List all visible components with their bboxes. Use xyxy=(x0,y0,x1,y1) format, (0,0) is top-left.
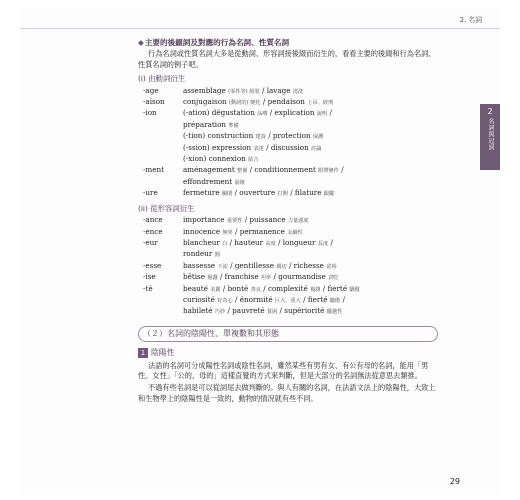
suffix-row xyxy=(138,165,438,176)
suffix-row xyxy=(138,108,438,119)
suffix-row xyxy=(138,284,438,295)
suffix-examples: bêtise 愚蠢 / franchise 坦率 / gourmandise 貪吃 xyxy=(183,272,339,282)
suffix-label xyxy=(138,295,183,306)
suffix-label: -age xyxy=(143,85,159,95)
suffix-examples: innocence 無辜 / permanence 永續性 xyxy=(183,226,303,236)
suffix-label: -aison xyxy=(143,97,165,107)
suffix-examples: assemblage (零件等) 組裝 / lavage 清洗 xyxy=(183,85,304,95)
suffix-examples: préparation 準備 xyxy=(183,119,239,129)
suffix-row xyxy=(138,131,438,142)
suffix-label: -esse xyxy=(143,260,162,270)
suffix-examples: (-tion) construction 建設 / protection 保護 xyxy=(183,131,324,141)
chapter-header: 2. 名詞 xyxy=(459,16,482,24)
suffix-row xyxy=(138,261,438,272)
suffix-row xyxy=(138,227,438,238)
suffix-label: -eur xyxy=(143,237,158,247)
section-2-heading: （２）名詞的陰陽性、單複數和其形態 xyxy=(138,326,438,342)
subsection-title: 陰陽性 xyxy=(151,348,175,358)
suffix-label xyxy=(138,143,183,154)
suffix-row xyxy=(138,120,438,131)
suffix-examples: importance 重要性 / puissance 力量強度 xyxy=(183,215,309,225)
group-i-title: (i) 由動詞衍生 xyxy=(138,74,186,84)
suffix-examples: conjugaison (動詞的) 變化 / pendaison 上吊、絞刑 xyxy=(183,97,334,107)
suffix-label xyxy=(138,131,183,142)
suffix-row xyxy=(138,97,438,108)
suffix-examples: rondeur 圓 xyxy=(183,249,220,259)
suffix-label xyxy=(138,177,183,188)
diamond-icon: ◆ xyxy=(138,38,144,47)
intro-paragraph: 行為名詞或性質名詞大多是從動詞、形容詞接後綴而衍生的，看看主要的後綴和行為名詞、性質名詞的例子吧。 xyxy=(138,49,436,69)
group-ii-title: (ii) 從形容詞衍生 xyxy=(138,203,195,213)
header-rule xyxy=(20,28,500,29)
suffix-label: -ise xyxy=(143,272,156,282)
suffix-row xyxy=(138,215,438,226)
section-heading xyxy=(138,38,438,48)
suffix-row xyxy=(138,272,438,283)
section-heading-text: 主要的後綴詞及對應的行為名詞、性質名詞 xyxy=(144,38,290,47)
suffix-label: -té xyxy=(143,283,153,293)
suffix-examples: bassesse 下流 / gentillesse 親切 / richesse 富裕 xyxy=(183,260,337,270)
suffix-examples: aménagement 整備 / conditionnement 附帶條件 / xyxy=(183,165,344,175)
group-ii-list xyxy=(138,215,438,318)
paragraph-1: 法語的名詞可分成陽性名詞或陰性名詞，雖然某些有男有女、有公有母的名詞，能用「男性、女性」「公的、母的」這樣直覺的方式來判斷，但是大部分的名詞無法從意思去類推。 xyxy=(138,360,429,380)
suffix-examples: (-ation) dégustation 品嚐 / explication 說明 / xyxy=(183,108,332,118)
subsection-heading xyxy=(138,348,438,358)
suffix-examples: curiosité 好奇心 / énormité 巨大、重大 / fierté 驕傲 / xyxy=(183,294,345,304)
suffix-examples: beauté 美麗 / bonté 善良 / complexité 複雜 / fierté 驕傲 xyxy=(183,283,360,293)
suffix-row xyxy=(138,306,438,317)
suffix-row xyxy=(138,188,438,199)
suffix-label xyxy=(138,306,183,317)
side-tab-label: 名詞與冠詞 xyxy=(487,118,494,151)
page-number: 29 xyxy=(449,477,460,486)
suffix-examples: fermeture 關閉 / ouverture 打開 / filature 跟蹤 xyxy=(183,188,335,198)
suffix-row xyxy=(138,177,438,188)
suffix-label: -ure xyxy=(143,188,158,198)
suffix-row xyxy=(138,249,438,260)
suffix-examples: blancheur 白 / hauteur 高度 / longueur 長度 / xyxy=(183,237,333,247)
suffix-examples: (-xion) connexion 結合 xyxy=(183,154,259,164)
paragraph-2: 不過有些名詞是可以從詞尾去做判斷的。與人有關的名詞，在法語文法上的陰陽性，大致上和生物學上的陰陽性是一致的，動物的情況就有些不同。 xyxy=(138,383,436,403)
suffix-row xyxy=(138,143,438,154)
suffix-label xyxy=(138,120,183,131)
suffix-label: -ment xyxy=(143,165,165,175)
suffix-label xyxy=(138,154,183,165)
page-content xyxy=(138,38,438,404)
suffix-examples: (-ssion) expression 表達 / discussion 討論 xyxy=(183,142,322,152)
suffix-row xyxy=(138,86,438,97)
suffix-row xyxy=(138,154,438,165)
book-page xyxy=(20,8,500,494)
suffix-label xyxy=(138,249,183,260)
chapter-side-tab xyxy=(480,104,500,170)
suffix-row xyxy=(138,295,438,306)
group-i-list xyxy=(138,86,438,200)
suffix-label: -ence xyxy=(143,226,163,236)
subsection-badge: 1 xyxy=(138,348,148,358)
suffix-examples: habileté 巧妙 / pauvreté 貧困 / supériorité 優越性 xyxy=(183,306,343,316)
side-tab-number: 2 xyxy=(487,107,493,116)
suffix-row xyxy=(138,238,438,249)
suffix-label: -ance xyxy=(143,215,163,225)
suffix-label: -ion xyxy=(143,108,157,118)
suffix-examples: effondrement 崩壞 xyxy=(183,176,245,186)
